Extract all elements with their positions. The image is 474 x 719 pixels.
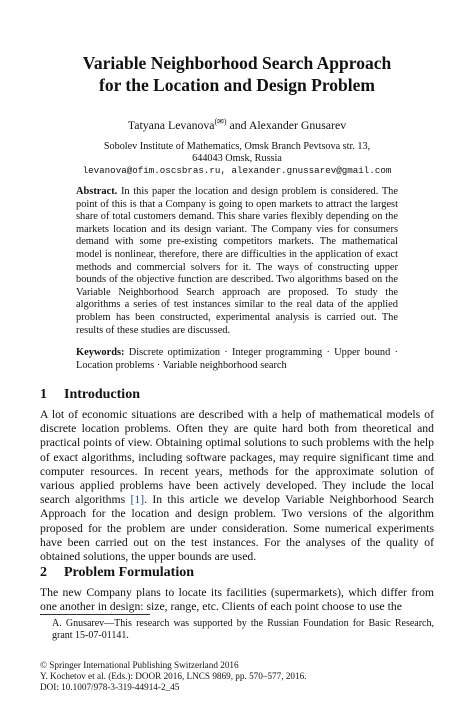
affiliation-line: 644043 Omsk, Russia — [192, 153, 282, 164]
section-title: Problem Formulation — [64, 565, 195, 580]
abstract — [76, 186, 398, 337]
footnote-text: A. Gnusarev—This research was supported by the Russian Foundation for Basic Research, grant 15-07-01141. — [52, 618, 434, 641]
title-line-2: for the Location and Design Problem — [99, 75, 375, 95]
section-title: Introduction — [64, 387, 140, 402]
section-heading-introduction — [40, 387, 140, 403]
paragraph-text: A lot of economic situations are described with a help of mathematical models of discrete location problems. Often they are quite hard both from theoretical and practical points of view. Obtaining optimal solutions to such problems with the help of exact algorithms, including software packages, may require significant time and computer resources. In recent years, methods for the approximate solution of various applied problems have been actively developed. They include the local search algorithms — [40, 408, 434, 507]
author-emails: levanova@ofim.oscsbras.ru, alexander.gnussarev@gmail.com — [82, 165, 392, 176]
proceedings-line: Y. Kochetov et al. (Eds.): DOOR 2016, LNCS 9869, pp. 570–577, 2016. — [40, 671, 307, 681]
author-name: Tatyana Levanova — [127, 117, 215, 132]
author-list — [40, 117, 434, 133]
section-number: 1 — [40, 387, 47, 402]
abstract-text: In this paper the location and design problem is considered. The point of this is that a Company is going to open markets to attract the largest share of total customers demand. This share varies flexibly depending on the markets location and its design variant. The Company vies for consumers demand with some pre-existing competitors markets. The mathematical model is nonlinear, therefore, there are difficulties in the application of exact methods and commercial solvers for it. The ways of constructing upper bounds of the objective function are described. Two algorithms based on the Variable Neighborhood Search approach are proposed. To study the algorithms a series of test instances similar to the real data of the applied problem has been constructed, experimental analysis is carried out. The results of these studies are discussed. — [76, 186, 398, 336]
citation-link[interactable]: [1] — [130, 493, 145, 507]
section-heading-problem-formulation — [40, 565, 194, 581]
doi-line: DOI: 10.1007/978-3-319-44914-2_45 — [40, 682, 180, 692]
keywords-text: Discrete optimization · Integer programming · Upper bound · Location problems · Variable neighborhood search — [76, 347, 398, 371]
footnote-rule — [40, 614, 150, 615]
author-separator: and — [226, 117, 249, 132]
copyright-line: © Springer International Publishing Switzerland 2016 — [40, 660, 239, 670]
publication-footer — [40, 660, 434, 693]
keywords-label: Keywords: — [76, 347, 125, 358]
problem-formulation-paragraph: The new Company plans to locate its facilities (supermarkets), which differ from one another in design: size, range, etc. Clients of each point choose to use the — [40, 586, 434, 614]
abstract-label: Abstract. — [76, 186, 118, 197]
keywords — [76, 347, 398, 372]
affiliation-line: Sobolev Institute of Mathematics, Omsk Branch Pevtsova str. 13, — [103, 141, 371, 152]
affiliation — [40, 141, 434, 177]
footnote — [40, 618, 434, 642]
introduction-paragraph — [40, 408, 434, 564]
paragraph-text: . In this article we develop Variable Neighborhood Search Approach for the location and design problem. Two versions of the algorithm proposed for the problem are under consideration. Some numerical experiments have been carried out on the test instances. For the analyses of the quality of obtained solutions, the upper bounds are used. — [40, 493, 435, 564]
corresponding-author-mark: (✉) — [214, 117, 227, 126]
title-line-1: Variable Neighborhood Search Approach — [82, 53, 392, 73]
section-number: 2 — [40, 565, 47, 580]
paper-title — [40, 52, 434, 96]
author-name: Alexander Gnusarev — [248, 117, 347, 132]
